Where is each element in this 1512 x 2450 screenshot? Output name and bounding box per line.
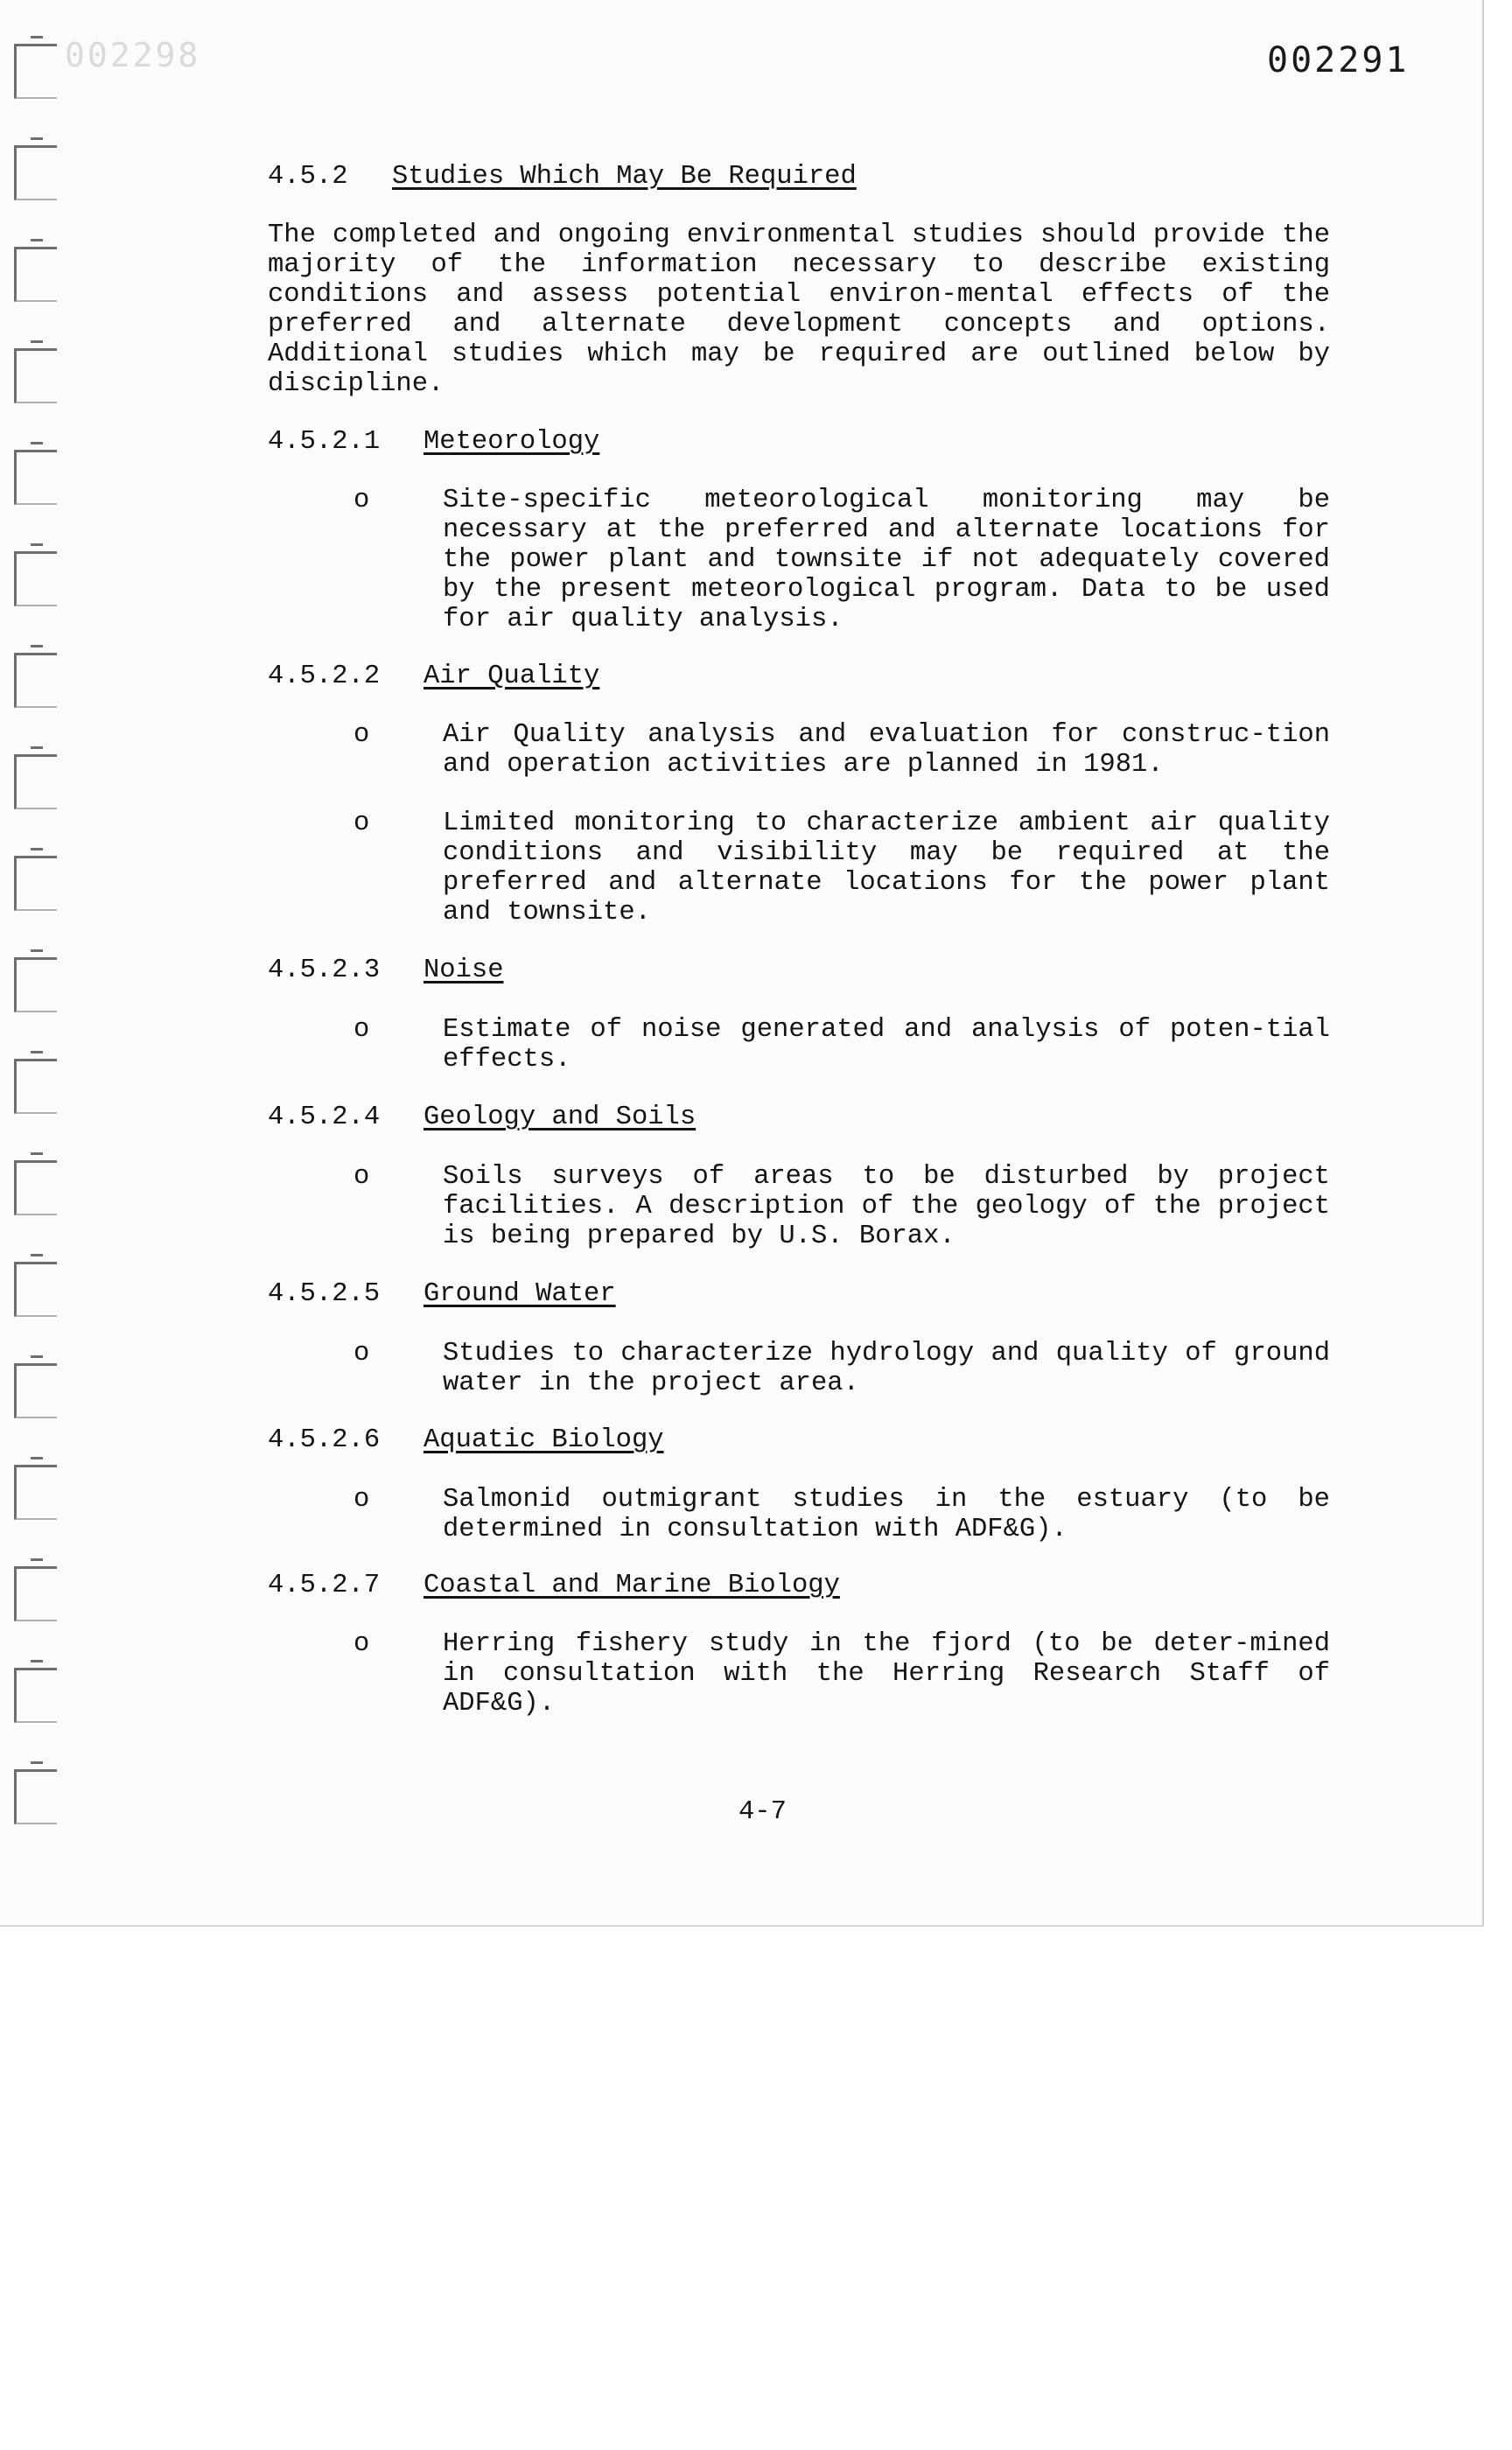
subsection-number: 4.5.2.4 — [268, 1102, 381, 1132]
subsection-heading — [268, 1571, 840, 1600]
subsection-number: 4.5.2.6 — [268, 1425, 381, 1455]
binding-tab — [14, 1769, 57, 1824]
bullet-marker: o — [354, 808, 370, 838]
intro-paragraph: The completed and ongoing environmental studies should provide the majority of the information necessary to describe existing conditions and assess potential environ-mental effects of the preferred and alternate development concepts and options. Additional studies which may be required are outlined below by discipline. — [268, 220, 1330, 399]
list-item: Herring fishery study in the fjord (to be deter-mined in consultation with the Herring Research Staff of ADF&G). — [443, 1629, 1330, 1718]
list-item: Air Quality analysis and evaluation for construc-tion and operation activities are planned in 1981. — [443, 720, 1330, 780]
binding-tab — [14, 44, 57, 99]
binding-tab — [14, 247, 57, 302]
subsection-title: Coastal and Marine Biology — [424, 1571, 840, 1600]
subsection-title: Noise — [424, 956, 504, 985]
bullet-marker: o — [354, 1162, 370, 1192]
list-item: Studies to characterize hydrology and quality of ground water in the project area. — [443, 1339, 1330, 1398]
binding-tab — [14, 145, 57, 200]
binding-tab — [14, 1262, 57, 1317]
document-number: 002291 — [1267, 40, 1410, 80]
list-item: Limited monitoring to characterize ambient air quality conditions and visibility may be required at the preferred and alternate locations for the power plant and townsite. — [443, 808, 1330, 928]
page-number: 4-7 — [738, 1797, 787, 1827]
subsection-title: Ground Water — [424, 1279, 616, 1309]
binding-tab — [14, 348, 57, 403]
subsection-heading — [268, 956, 504, 985]
subsection-number: 4.5.2.2 — [268, 662, 381, 691]
subsection-number: 4.5.2.7 — [268, 1571, 381, 1600]
binding-tab — [14, 551, 57, 606]
bullet-marker: o — [354, 1339, 370, 1368]
binding-tab — [14, 1668, 57, 1723]
binding-tab — [14, 1059, 57, 1114]
list-item: Site-specific meteorological monitoring may be necessary at the preferred and alternate locations for the power plant and townsite if not adequately covered by the present meteorological program. Data to be used for air quality analysis. — [443, 486, 1330, 634]
bullet-marker: o — [354, 1629, 370, 1659]
binding-tab — [14, 1465, 57, 1520]
binding-tab — [14, 856, 57, 911]
binding-tab — [14, 754, 57, 809]
subsection-number: 4.5.2.5 — [268, 1279, 381, 1309]
subsection-title: Meteorology — [424, 427, 600, 457]
subsection-heading — [268, 1279, 616, 1309]
subsection-title: Aquatic Biology — [424, 1425, 664, 1455]
subsection-heading — [268, 1102, 696, 1132]
subsection-number: 4.5.2.1 — [268, 427, 381, 457]
bullet-marker: o — [354, 1015, 370, 1045]
section-number: 4.5.2 — [268, 162, 348, 192]
binding-tab — [14, 957, 57, 1012]
binding-tab — [14, 450, 57, 505]
bullet-marker: o — [354, 486, 370, 515]
subsection-number: 4.5.2.3 — [268, 956, 381, 985]
list-item: Salmonid outmigrant studies in the estuary (to be determined in consultation with ADF&G). — [443, 1485, 1330, 1544]
binding-tab — [14, 653, 57, 708]
list-item: Soils surveys of areas to be disturbed by project facilities. A description of the geology of the project is being prepared by U.S. Borax. — [443, 1162, 1330, 1251]
section-heading — [268, 162, 857, 192]
subsection-heading — [268, 427, 599, 457]
subsection-heading — [268, 1425, 664, 1455]
subsection-title: Air Quality — [424, 662, 600, 691]
bullet-marker: o — [354, 720, 370, 750]
subsection-heading — [268, 662, 599, 691]
binding-tab — [14, 1160, 57, 1215]
binding-tab — [14, 1566, 57, 1621]
list-item: Estimate of noise generated and analysis of poten-tial effects. — [443, 1015, 1330, 1074]
bleed-through-number: 002298 — [65, 36, 201, 74]
section-title: Studies Which May Be Required — [392, 162, 857, 192]
bullet-marker: o — [354, 1485, 370, 1515]
binding-tab — [14, 1363, 57, 1418]
subsection-title: Geology and Soils — [424, 1102, 696, 1132]
